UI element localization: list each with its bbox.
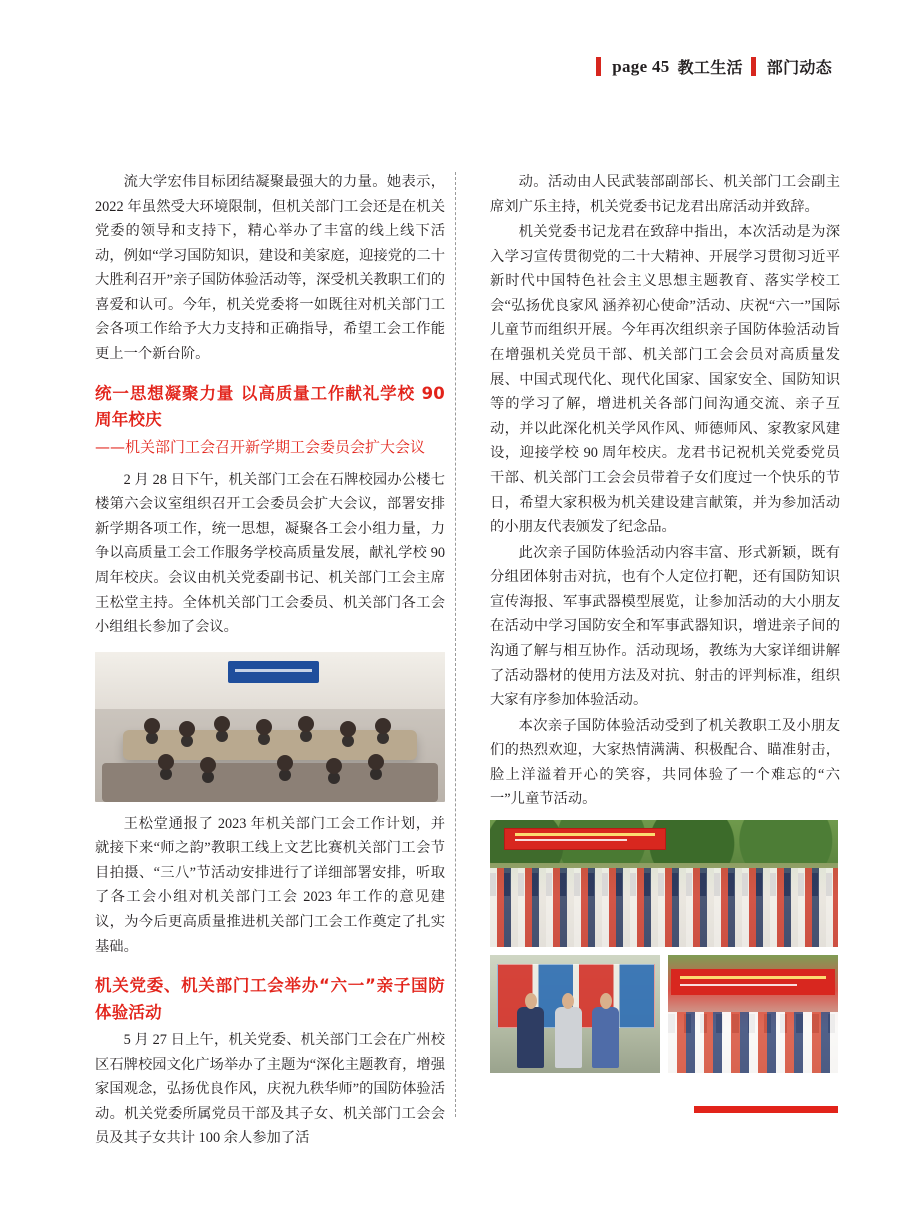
article-heading-2: 机关党委、机关部门工会举办“六一”亲子国防体验活动 <box>95 976 445 1022</box>
paragraph: 本次亲子国防体验活动受到了机关教职工及小朋友们的热烈欢迎，大家热情满满、积极配合、瞄准射击，脸上洋溢着开心的笑容，共同体验了一个难忘的“六一”儿童节活动。 <box>490 717 840 808</box>
paragraph: 5 月 27 日上午，机关党委、机关部门工会在广州校区石牌校园文化广场举办了主题为“深化主题教育，增强家国观念，弘扬优良作风，庆祝九秩华师”的国防体验活动。机关党委所属党员干部及其子女、机关部门工会会员及其子女共计 100 余人参加了活 <box>95 1032 445 1147</box>
paragraph: 流大学宏伟目标团结凝聚最强大的力量。她表示，2022 年虽然受大环境限制，但机关部门工会还是在机关党委的领导和支持下，精心举办了丰富的线上线下活动，例如“学习国防知识，建设和美家庭，迎接党的二十大胜利召开”亲子国防体验活动等，深受机关教职工们的喜爱和认可。今年，机关党委将一如既往对机关部门工会各项工作给予大力支持和正确指导，希望工会工作能更上一个新台阶。 <box>95 174 445 363</box>
article-heading-1: 统一思想凝聚力量 以高质量工作献礼学校 90 周年校庆 <box>95 383 445 430</box>
column-divider <box>455 172 456 1117</box>
article-subheading-1: ——机关部门工会召开新学期工会委员会扩大会议 <box>95 438 426 457</box>
paragraph: 此次亲子国防体验活动内容丰富、形式新颖，既有分组团体射击对抗，也有个人定位打靶，还有国防知识宣传海报、军事武器模型展览，让参加活动的大小朋友在活动中学习国防安全和军事武器知识，增进亲子间的沟通了解与相互协作。活动现场，教练为大家详细讲解了活动器材的使用方法及对抗、射击的评判标准，组织大家有序参加体验活动。 <box>490 544 840 709</box>
meeting-photo <box>95 652 445 802</box>
paragraph: 机关党委书记龙君在致辞中指出，本次活动是为深入学习宣传贯彻党的二十大精神、开展学习贯彻习近平新时代中国特色社会主义思想主题教育、落实学校工会“弘扬优良家风 涵养初心使命”活动、庆祝“六一”国际儿童节而组织开展。今年再次组织亲子国防体验活动旨在增强机关党员干部、机关部门工会会员对高质量发展、中国式现代化、现代化国家、国家安全、国防知识等的学习了解，增进机关各部门间沟通交流、亲子互动，并以此深化机关学风作风、师德师风、家教家风建设，迎接学校 90 周年校庆。龙君书记祝机关党委党员干部、机关部门工会会员带着子女们度过一个快乐的节日，希望大家积极为机关建设建言献策，并为参加活动的小朋友代表颁发了纪念品。 <box>490 224 840 536</box>
kids-photo <box>668 955 838 1073</box>
paragraph: 2 月 28 日下午，机关部门工会在石牌校园办公楼七楼第六会议室组织召开工会委员会扩大会议，部署安排新学期各项工作，统一思想，凝聚各工会小组力量，力争以高质量工会工作服务学校高质量发展，献礼学校 90 周年校庆。会议由机关党委副书记、机关部门工会主席王松堂主持。全体机关部门工会委员、机关部门各工会小组组长参加了会议。 <box>95 471 445 636</box>
footer-accent-bar <box>694 1106 838 1113</box>
paragraph: 动。活动由人民武装部副部长、机关部门工会副主席刘广乐主持，机关党委书记龙君出席活动并致辞。 <box>490 174 840 215</box>
exhibit-photo <box>490 955 660 1073</box>
header-accent-bar-2 <box>751 57 756 76</box>
paragraph: 王松堂通报了 2023 年机关部门工会工作计划，并就接下来“师之韵”教职工线上文艺比赛机关部门工会节目拍摄、“三八”节活动安排进行了详细部署安排，听取了各工会小组对机关部门工会 2023 年工作的意见建议，为今后更高质量推进机关部门工会工作奠定了扎实基础。 <box>95 815 445 955</box>
header-accent-bar-1 <box>596 57 601 76</box>
left-column <box>95 170 445 1152</box>
page-number: page 45 <box>612 56 670 76</box>
page-header <box>596 55 832 78</box>
header-section-primary: 教工生活 <box>677 58 743 77</box>
right-column <box>490 170 840 813</box>
header-section-secondary: 部门动态 <box>766 58 832 77</box>
group-photo <box>490 820 838 947</box>
